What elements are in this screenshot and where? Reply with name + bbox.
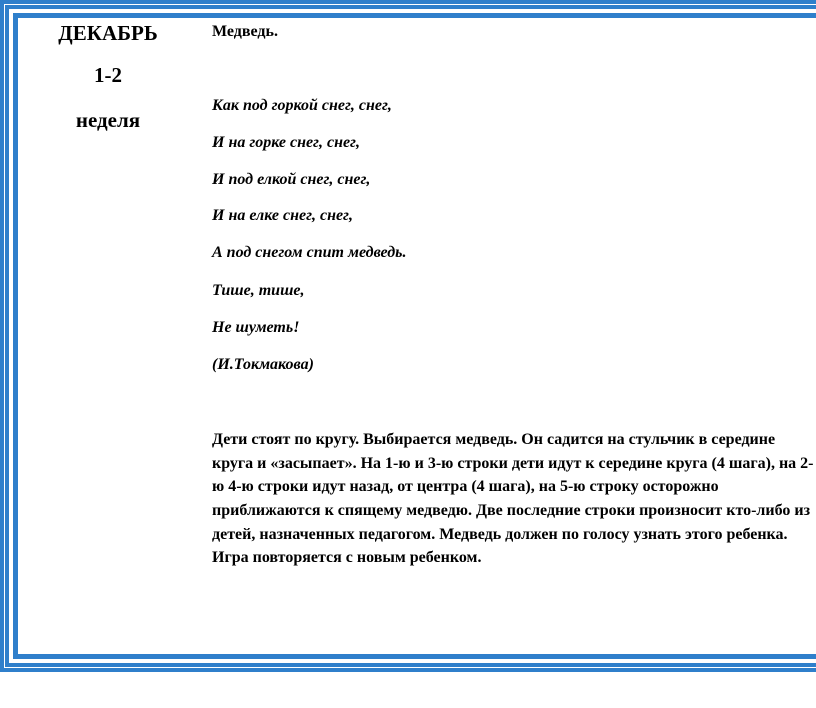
week-label: неделя [75, 108, 141, 132]
document-content [20, 20, 816, 655]
rules-line: детей, назначенных педагогом. Медведь должен по голосу узнать этого ребенка. [212, 525, 788, 543]
poem-line: И на горке снег, снег, [212, 134, 360, 151]
rules-line: Игра повторяется с новым ребенком. [212, 549, 482, 567]
poem-line: Как под горкой снег, снег, [212, 97, 392, 114]
poem-line: И на елке снег, снег, [212, 207, 353, 224]
game-title: Медведь. [212, 23, 278, 40]
rules-line: приближаются к спящему медведю. Две последние строки произносит кто-либо из [212, 502, 811, 520]
game-rules [212, 428, 816, 570]
rules-line: круга и «засыпает». На 1-ю и 3-ю строки дети идут к середине круга (4 шага), на 2- [212, 454, 814, 472]
rules-line: Дети стоят по кругу. Выбирается медведь. Он садится на стульчик в середине [212, 431, 776, 448]
month-label: ДЕКАБРЬ [58, 21, 158, 45]
poem-line: И под елкой снег, снег, [212, 171, 371, 188]
weeks-number: 1-2 [94, 63, 122, 87]
poem-line: Не шуметь! [212, 319, 300, 336]
poem-line: Тише, тише, [212, 282, 305, 299]
poem-line: А под снегом спит медведь. [212, 244, 407, 261]
poem-author: (И.Токмакова) [212, 356, 314, 373]
rules-line: ю 4-ю строки идут назад, от центра (4 шага), на 5-ю строку осторожно [212, 478, 719, 496]
